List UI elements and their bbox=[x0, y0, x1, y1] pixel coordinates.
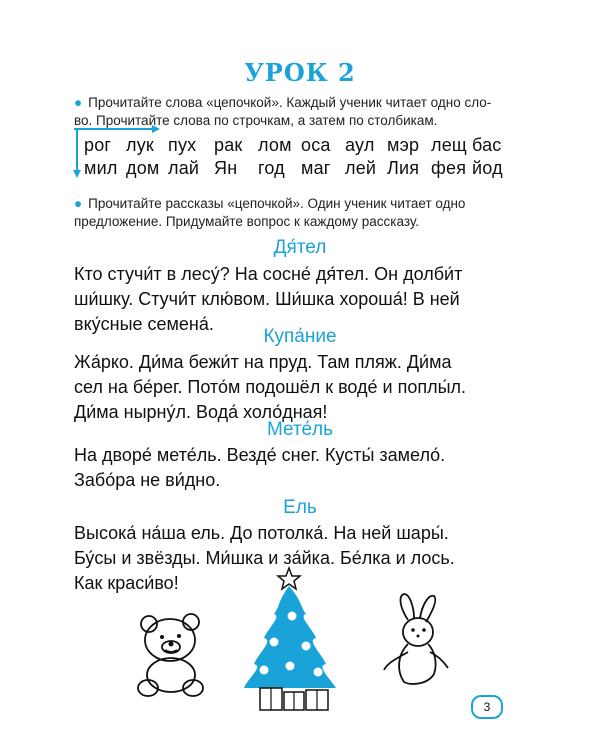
word: рог bbox=[84, 135, 112, 155]
story-line: Забо́ра не ви́дно. bbox=[74, 470, 221, 490]
word: лом bbox=[258, 135, 292, 155]
story-title-fir: Ель bbox=[283, 497, 317, 518]
story-line: На дворе́ мете́ль. Везде́ снег. Кусты́ замело́. bbox=[74, 445, 446, 465]
bullet-icon: ● bbox=[74, 196, 83, 211]
word: лай bbox=[168, 158, 200, 178]
word: маг bbox=[301, 158, 331, 178]
story-line: Ди́ма нырну́л. Вода́ холо́дная! bbox=[74, 402, 328, 422]
instruction-2-line-1: Прочитайте рассказы «цепочкой». Один ученик читает одно bbox=[88, 196, 466, 211]
word: год bbox=[258, 158, 285, 178]
page-number: 3 bbox=[471, 695, 503, 719]
word-row-1 bbox=[84, 135, 502, 156]
word: дом bbox=[126, 158, 160, 178]
instruction-1-line-1: Прочитайте слова «цепочкой». Каждый ученик читает одно сло- bbox=[88, 95, 492, 110]
word: аул bbox=[345, 135, 375, 155]
teddy-bear-icon bbox=[135, 610, 215, 700]
story-line: Бу́сы и звёзды. Ми́шка и за́йка. Бе́лка и лось. bbox=[74, 548, 455, 568]
story-line: Кто стучи́т в лесу́? На сосне́ дя́тел. Он долби́т bbox=[74, 264, 463, 284]
word: оса bbox=[301, 135, 331, 155]
bullet-icon: ● bbox=[74, 95, 83, 110]
christmas-tree-icon bbox=[240, 566, 350, 716]
word-row-2 bbox=[84, 158, 503, 179]
word: мил bbox=[84, 158, 118, 178]
word: Ян bbox=[214, 158, 238, 178]
instruction-2-line-2: предложение. Придумайте вопрос к каждому рассказу. bbox=[74, 214, 420, 229]
word: фея bbox=[431, 158, 467, 178]
down-arrow-icon bbox=[72, 126, 82, 178]
word: лук bbox=[126, 135, 154, 155]
story-blizzard bbox=[74, 443, 534, 493]
word: лещ bbox=[431, 135, 467, 155]
instruction-2 bbox=[74, 195, 524, 231]
story-line: Жа́рко. Ди́ма бежи́т на пруд. Там пляж. Ди́ма bbox=[74, 352, 452, 372]
word: лей bbox=[345, 158, 377, 178]
bunny-icon bbox=[378, 590, 458, 690]
word: пух bbox=[168, 135, 197, 155]
instruction-1-line-2: во. Прочитайте слова по строчкам, а затем по столбикам. bbox=[74, 113, 438, 128]
story-line: ши́шку. Стучи́т клю́вом. Ши́шка хороша́! В ней bbox=[74, 289, 460, 309]
word: бас bbox=[472, 135, 502, 155]
story-line: Высока́ на́ша ель. До потолка́. На ней шары́. bbox=[74, 523, 449, 543]
lesson-title: УРОК 2 bbox=[244, 58, 356, 87]
story-line: вку́сные семена́. bbox=[74, 314, 214, 334]
story-bathing bbox=[74, 350, 534, 425]
story-line: Как краси́во! bbox=[74, 573, 179, 593]
story-line: сел на бе́рег. Пото́м подошёл к воде́ и поплы́л. bbox=[74, 377, 467, 397]
story-title-blizzard: Мете́ль bbox=[266, 419, 334, 440]
story-title-woodpecker: Дя́тел bbox=[273, 237, 327, 258]
word: Лия bbox=[387, 158, 420, 178]
story-title-bathing: Купа́ние bbox=[263, 326, 337, 347]
right-arrow-icon bbox=[72, 124, 160, 134]
word: мэр bbox=[387, 135, 420, 155]
word: йод bbox=[472, 158, 503, 178]
word: рак bbox=[214, 135, 243, 155]
